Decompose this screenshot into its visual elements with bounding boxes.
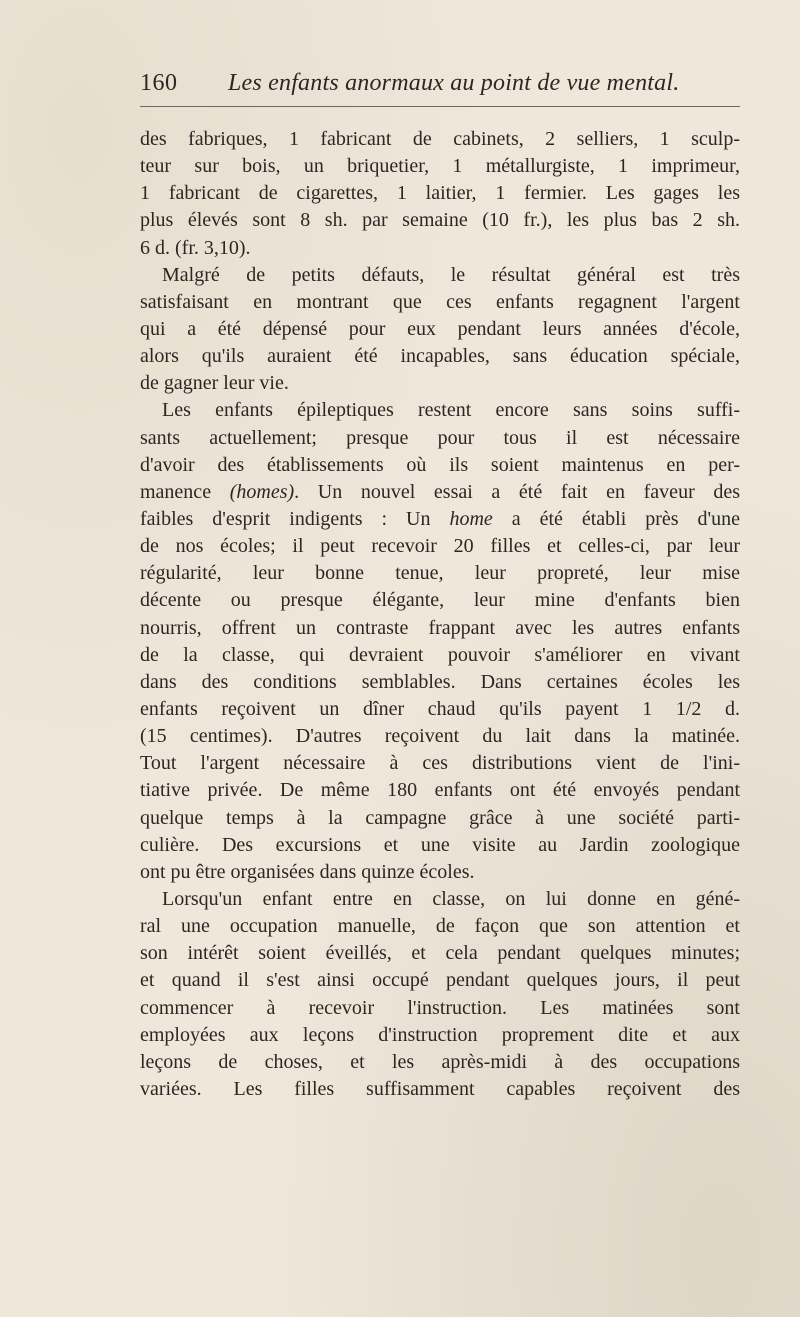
text-line: [140, 696, 740, 723]
text-run: d'avoir des établissements où ils soient maintenus en per-: [140, 453, 740, 476]
text-line: [140, 126, 740, 153]
text-run: et quand il s'est ainsi occupé pendant quelques jours, il peut: [140, 969, 740, 992]
text-run: (15 centimes). D'autres reçoivent du lait dans la matinée.: [140, 725, 740, 748]
text-run: ral une occupation manuelle, de façon que son attention et: [140, 915, 740, 938]
italic-word: (homes): [229, 480, 295, 503]
text-run: a été établi près d'une: [492, 507, 741, 530]
text-run: des fabriques, 1 fabricant de cabinets, 2 selliers, 1 sculp-: [140, 128, 740, 150]
text-line: [140, 750, 740, 777]
text-line: [140, 560, 740, 587]
text-line: [140, 425, 740, 452]
text-run: décente ou presque élégante, leur mine d'enfants bien: [140, 589, 740, 612]
text-line: [140, 370, 740, 397]
text-run: Malgré de petits défauts, le résultat général est très: [162, 263, 740, 286]
italic-word: home: [449, 507, 493, 530]
running-title: Les enfants anormaux au point de vue mental.: [228, 70, 680, 96]
text-run: Tout l'argent nécessaire à ces distributions vient de l'ini-: [140, 752, 740, 775]
text-line: [140, 777, 740, 804]
text-run: leçons de choses, et les après-midi à des occupations: [140, 1050, 740, 1073]
text-run: de gagner leur vie.: [140, 372, 289, 395]
text-run: sants actuellement; presque pour tous il est nécessaire: [140, 426, 740, 449]
text-line: [140, 262, 740, 289]
text-line: [140, 506, 740, 533]
text-line: [140, 1049, 740, 1076]
text-line: [140, 289, 740, 316]
text-line: [140, 479, 740, 506]
text-line: [140, 995, 740, 1022]
text-run: faibles d'esprit indigents : Un: [140, 507, 431, 530]
text-run: enfants reçoivent un dîner chaud qu'ils payent 1 1/2 d.: [140, 697, 740, 720]
running-head: [140, 62, 740, 107]
text-run: commencer à recevoir l'instruction. Les matinées sont: [140, 996, 740, 1019]
text-line: [140, 316, 740, 343]
text-line: [140, 1076, 740, 1103]
text-line: [140, 805, 740, 832]
text-run: manence: [140, 480, 212, 503]
page-number: 160: [140, 70, 178, 96]
text-run: quelque temps à la campagne grâce à une société parti-: [140, 806, 740, 829]
text-run: son intérêt soient éveillés, et cela pendant quelques minutes;: [140, 942, 740, 965]
text-line: [140, 153, 740, 180]
text-line: [140, 886, 740, 913]
text-line: [140, 615, 740, 642]
text-line: [140, 452, 740, 479]
text-run: tiative privée. De même 180 enfants ont été envoyés pendant: [140, 779, 740, 802]
text-run: plus élevés sont 8 sh. par semaine (10 fr.), les plus bas 2 sh.: [140, 209, 740, 232]
text-line: [140, 832, 740, 859]
text-run: régularité, leur bonne tenue, leur propreté, leur mise: [140, 562, 740, 585]
text-run: de la classe, qui devraient pouvoir s'améliorer en vivant: [140, 643, 740, 666]
text-run: teur sur bois, un briquetier, 1 métallurgiste, 1 imprimeur,: [140, 155, 740, 178]
text-line: [140, 207, 740, 234]
text-line: [140, 967, 740, 994]
text-run: culière. Des excursions et une visite au Jardin zoologique: [140, 833, 740, 856]
text-line: [140, 533, 740, 560]
text-line: [140, 587, 740, 614]
text-line: [140, 235, 740, 262]
text-run: Les enfants épileptiques restent encore sans soins suffi-: [162, 399, 740, 422]
text-line: [140, 397, 740, 424]
text-line: [140, 180, 740, 207]
text-line: [140, 642, 740, 669]
text-run: dans des conditions semblables. Dans certaines écoles les: [140, 670, 740, 693]
text-run: alors qu'ils auraient été incapables, sans éducation spéciale,: [140, 345, 740, 368]
text-line: [140, 940, 740, 967]
text-line: [140, 1022, 740, 1049]
text-run: variées. Les filles suffisamment capables reçoivent des: [140, 1077, 740, 1100]
text-run: qui a été dépensé pour eux pendant leurs années d'école,: [140, 317, 740, 340]
body-text: [140, 126, 740, 1103]
text-line: [140, 343, 740, 370]
text-run: ont pu être organisées dans quinze écoles.: [140, 860, 475, 883]
text-run: 6 d. (fr. 3,10).: [140, 236, 251, 259]
text-line: [140, 669, 740, 696]
text-run: 1 fabricant de cigarettes, 1 laitier, 1 fermier. Les gages les: [140, 182, 740, 205]
text-run: de nos écoles; il peut recevoir 20 filles et celles-ci, par leur: [140, 535, 740, 558]
text-run: Lorsqu'un enfant entre en classe, on lui donne en géné-: [162, 887, 740, 910]
text-line: [140, 723, 740, 750]
text-run: . Un nouvel essai a été fait en faveur des: [294, 480, 741, 503]
text-line: [140, 913, 740, 940]
text-line: [140, 859, 740, 886]
text-run: satisfaisant en montrant que ces enfants regagnent l'argent: [140, 290, 740, 313]
text-run: nourris, offrent un contraste frappant avec les autres enfants: [140, 616, 740, 639]
text-run: employées aux leçons d'instruction proprement dite et aux: [140, 1023, 740, 1046]
